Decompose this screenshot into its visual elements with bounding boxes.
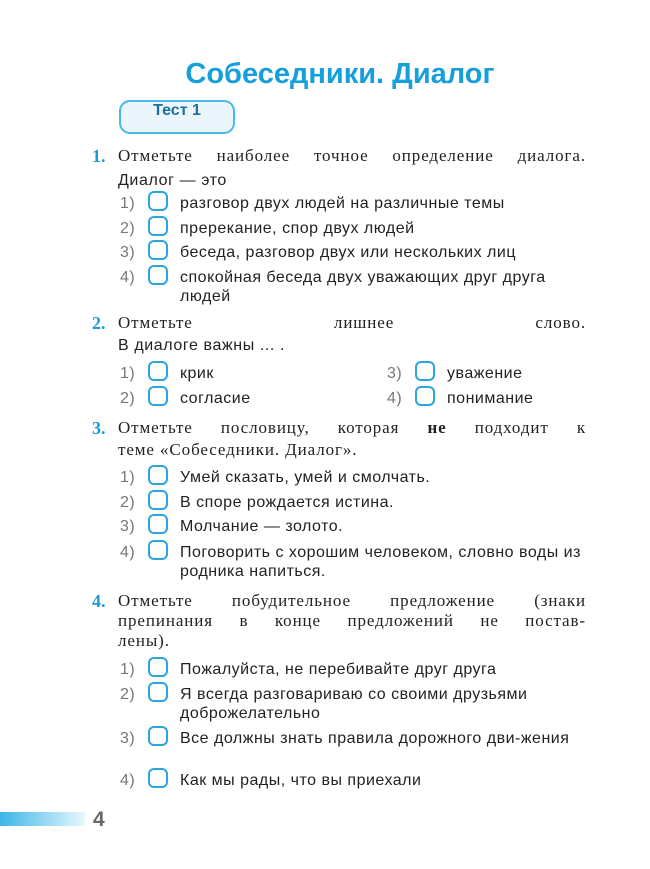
option-number: 2) (120, 686, 136, 703)
checkbox[interactable] (148, 361, 168, 381)
checkbox[interactable] (148, 191, 168, 211)
option-number: 4) (387, 390, 403, 407)
question-1-sub: Диалог — это (118, 172, 227, 189)
question-2-sub: В диалоге важны ... . (118, 337, 286, 354)
checkbox[interactable] (148, 216, 168, 236)
checkbox[interactable] (148, 657, 168, 677)
option-text: Поговорить с хорошим человеком, словно воды из родника напиться. (180, 544, 581, 580)
option-number: 1) (120, 195, 136, 212)
option-text: Как мы рады, что вы приехали (180, 772, 422, 789)
option-text: разговор двух людей на различные темы (180, 195, 505, 212)
checkbox[interactable] (148, 726, 168, 746)
option-number: 4) (120, 544, 136, 561)
checkbox[interactable] (148, 540, 168, 560)
option-number: 2) (120, 494, 136, 511)
option-text: крик (180, 365, 214, 382)
option-text: Я всегда разговариваю со своими друзьями доброжелательно (180, 686, 528, 722)
question-3: 3. Отметьте пословицу, которая не подходит к (92, 418, 586, 438)
checkbox[interactable] (148, 768, 168, 788)
question-2: 2. Отметьте лишнее слово. (92, 313, 586, 333)
option-text: Пожалуйста, не перебивайте друг друга (180, 661, 497, 678)
page-number: 4 (93, 808, 105, 831)
question-1: 1. Отметьте наиболее точное определение диалога. (92, 146, 586, 166)
option-text: спокойная беседа двух уважающих друг друга людей (180, 269, 546, 305)
page-title: Собеседники. Диалог (185, 58, 495, 90)
question-4: 4. Отметьте побудительное предложение (знаки (92, 591, 586, 611)
option-text: В споре рождается истина. (180, 494, 394, 511)
checkbox[interactable] (148, 240, 168, 260)
option-text: Молчание — золото. (180, 518, 344, 535)
checkbox[interactable] (148, 514, 168, 534)
option-number: 1) (120, 469, 136, 486)
option-number: 4) (120, 772, 136, 789)
option-text: Умей сказать, умей и смолчать. (180, 469, 431, 486)
option-number: 3) (120, 518, 136, 535)
option-number: 3) (120, 730, 136, 747)
option-text: уважение (447, 365, 523, 382)
checkbox[interactable] (415, 386, 435, 406)
option-text: пререкание, спор двух людей (180, 220, 415, 237)
checkbox[interactable] (148, 490, 168, 510)
question-4-line2: препинания в конце предложений не постав- (118, 611, 586, 630)
checkbox[interactable] (415, 361, 435, 381)
checkbox[interactable] (148, 465, 168, 485)
checkbox[interactable] (148, 682, 168, 702)
option-text: Все должны знать правила дорожного дви-жения (180, 730, 570, 747)
question-3-line2: теме «Собеседники. Диалог». (118, 440, 358, 459)
option-text: понимание (447, 390, 534, 407)
test-badge: Тест 1 (119, 100, 235, 134)
option-number: 2) (120, 220, 136, 237)
option-number: 1) (120, 365, 136, 382)
checkbox[interactable] (148, 386, 168, 406)
option-text: согласие (180, 390, 251, 407)
option-text: беседа, разговор двух или нескольких лиц (180, 244, 516, 261)
option-number: 4) (120, 269, 136, 286)
option-number: 3) (387, 365, 403, 382)
option-number: 2) (120, 390, 136, 407)
question-4-line3: лены). (118, 631, 170, 650)
page-number-bar (0, 812, 85, 826)
checkbox[interactable] (148, 265, 168, 285)
option-number: 3) (120, 244, 136, 261)
option-number: 1) (120, 661, 136, 678)
